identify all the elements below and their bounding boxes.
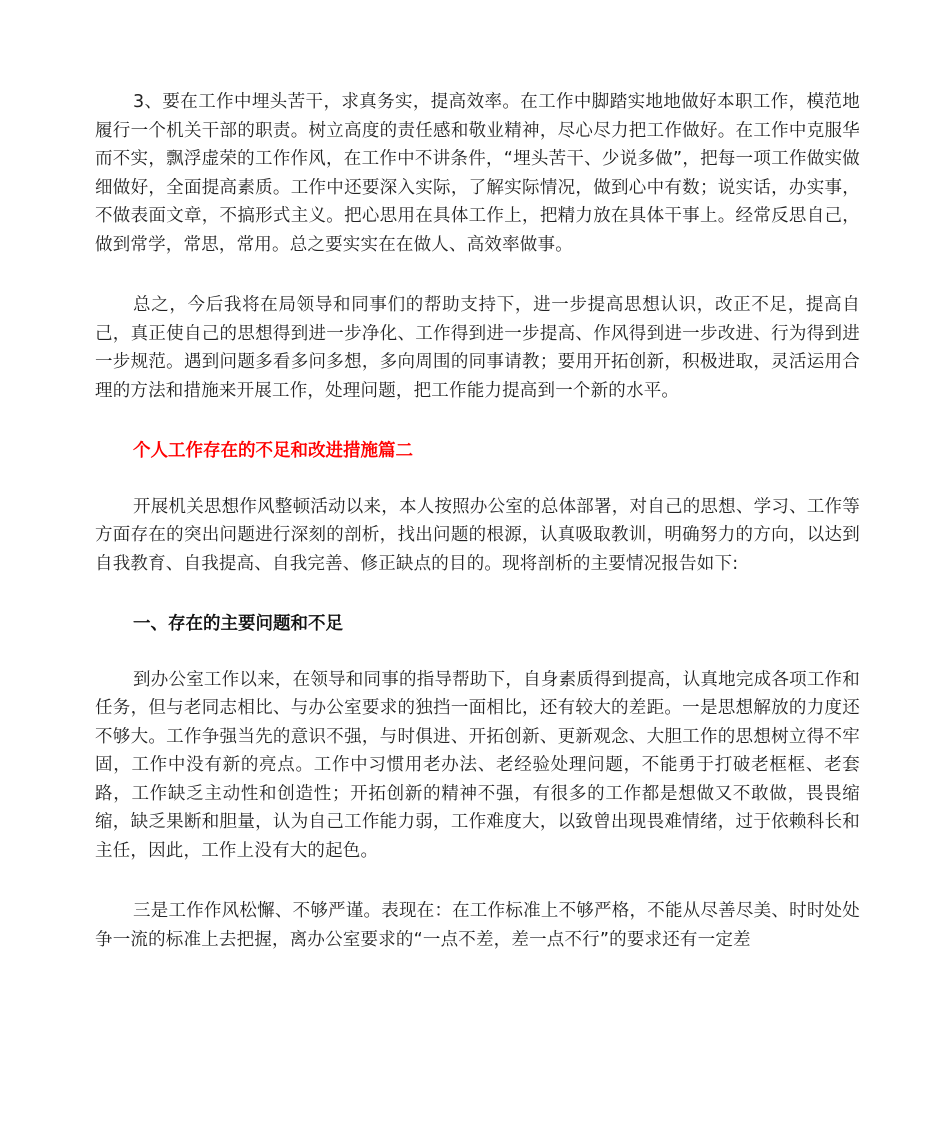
paragraph-work-style: 三是工作作风松懈、不够严谨。表现在：在工作标准上不够严格，不能从尽善尽美、时时处处争一流的标准上去把握，离办公室要求的“一点不差，差一点不行”的要求还有一定差	[95, 901, 860, 950]
paragraph-spacer	[95, 259, 860, 291]
section-title-part-two: 个人工作存在的不足和改进措施篇二	[133, 441, 413, 461]
paragraph-work-efficiency: 3、要在工作中埋头苦干，求真务实，提高效率。在工作中脚踏实地地做好本职工作，模范地履行一个机关干部的职责。树立高度的责任感和敬业精神，尽心尽力把工作做好。在工作中克服华而不实，飘浮虚荣的工作作风，在工作中不讲条件，“埋头苦干、少说多做”，把每一项工作做实做细做好，全面提高素质。工作中还要深入实际，了解实际情况，做到心中有数；说实话，办实事，不做表面文章，不搞形式主义。把心思用在具体工作上，把精力放在具体干事上。经常反思自己，做到常学，常思，常用。总之要实实在在做人、高效率做事。	[95, 92, 860, 255]
paragraph-summary: 总之，今后我将在局领导和同事们的帮助支持下，进一步提高思想认识，改正不足，提高自己，真正使自己的思想得到进一步净化、工作得到进一步提高、作风得到进一步改进、行为得到进一步规范。遇到问题多看多问多想，多向周围的同事请教；要用开拓创新，积极进取，灵活运用合理的方法和措施来开展工作，处理问题，把工作能力提高到一个新的水平。	[95, 295, 860, 401]
paragraph-spacer	[95, 466, 860, 493]
paragraph-spacer	[95, 639, 860, 666]
paragraph-spacer	[95, 865, 860, 897]
paragraph-spacer	[95, 405, 860, 437]
paragraph-spacer	[95, 578, 860, 610]
subsection-title-problems: 一、存在的主要问题和不足	[133, 614, 343, 634]
document-page	[95, 88, 860, 954]
paragraph-introduction: 开展机关思想作风整顿活动以来，本人按照办公室的总体部署，对自己的思想、学习、工作等方面存在的突出问题进行深刻的剖析，找出问题的根源，认真吸取教训，明确努力的方向，以达到自我教育、自我提高、自我完善、修正缺点的目的。现将剖析的主要情况报告如下:	[95, 496, 860, 574]
paragraph-problems-detail: 到办公室工作以来，在领导和同事的指导帮助下，自身素质得到提高，认真地完成各项工作和任务，但与老同志相比、与办公室要求的独挡一面相比，还有较大的差距。一是思想解放的力度还不够大。工作争强当先的意识不强，与时俱进、开拓创新、更新观念、大胆工作的思想树立得不牢固，工作中没有新的亮点。工作中习惯用老办法、老经验处理问题，不能勇于打破老框框、老套路，工作缺乏主动性和创造性；开拓创新的精神不强，有很多的工作都是想做又不敢做，畏畏缩缩，缺乏果断和胆量，认为自己工作能力弱，工作难度大，以致曾出现畏难情绪，过于依赖科长和主任，因此，工作上没有大的起色。	[95, 669, 860, 861]
